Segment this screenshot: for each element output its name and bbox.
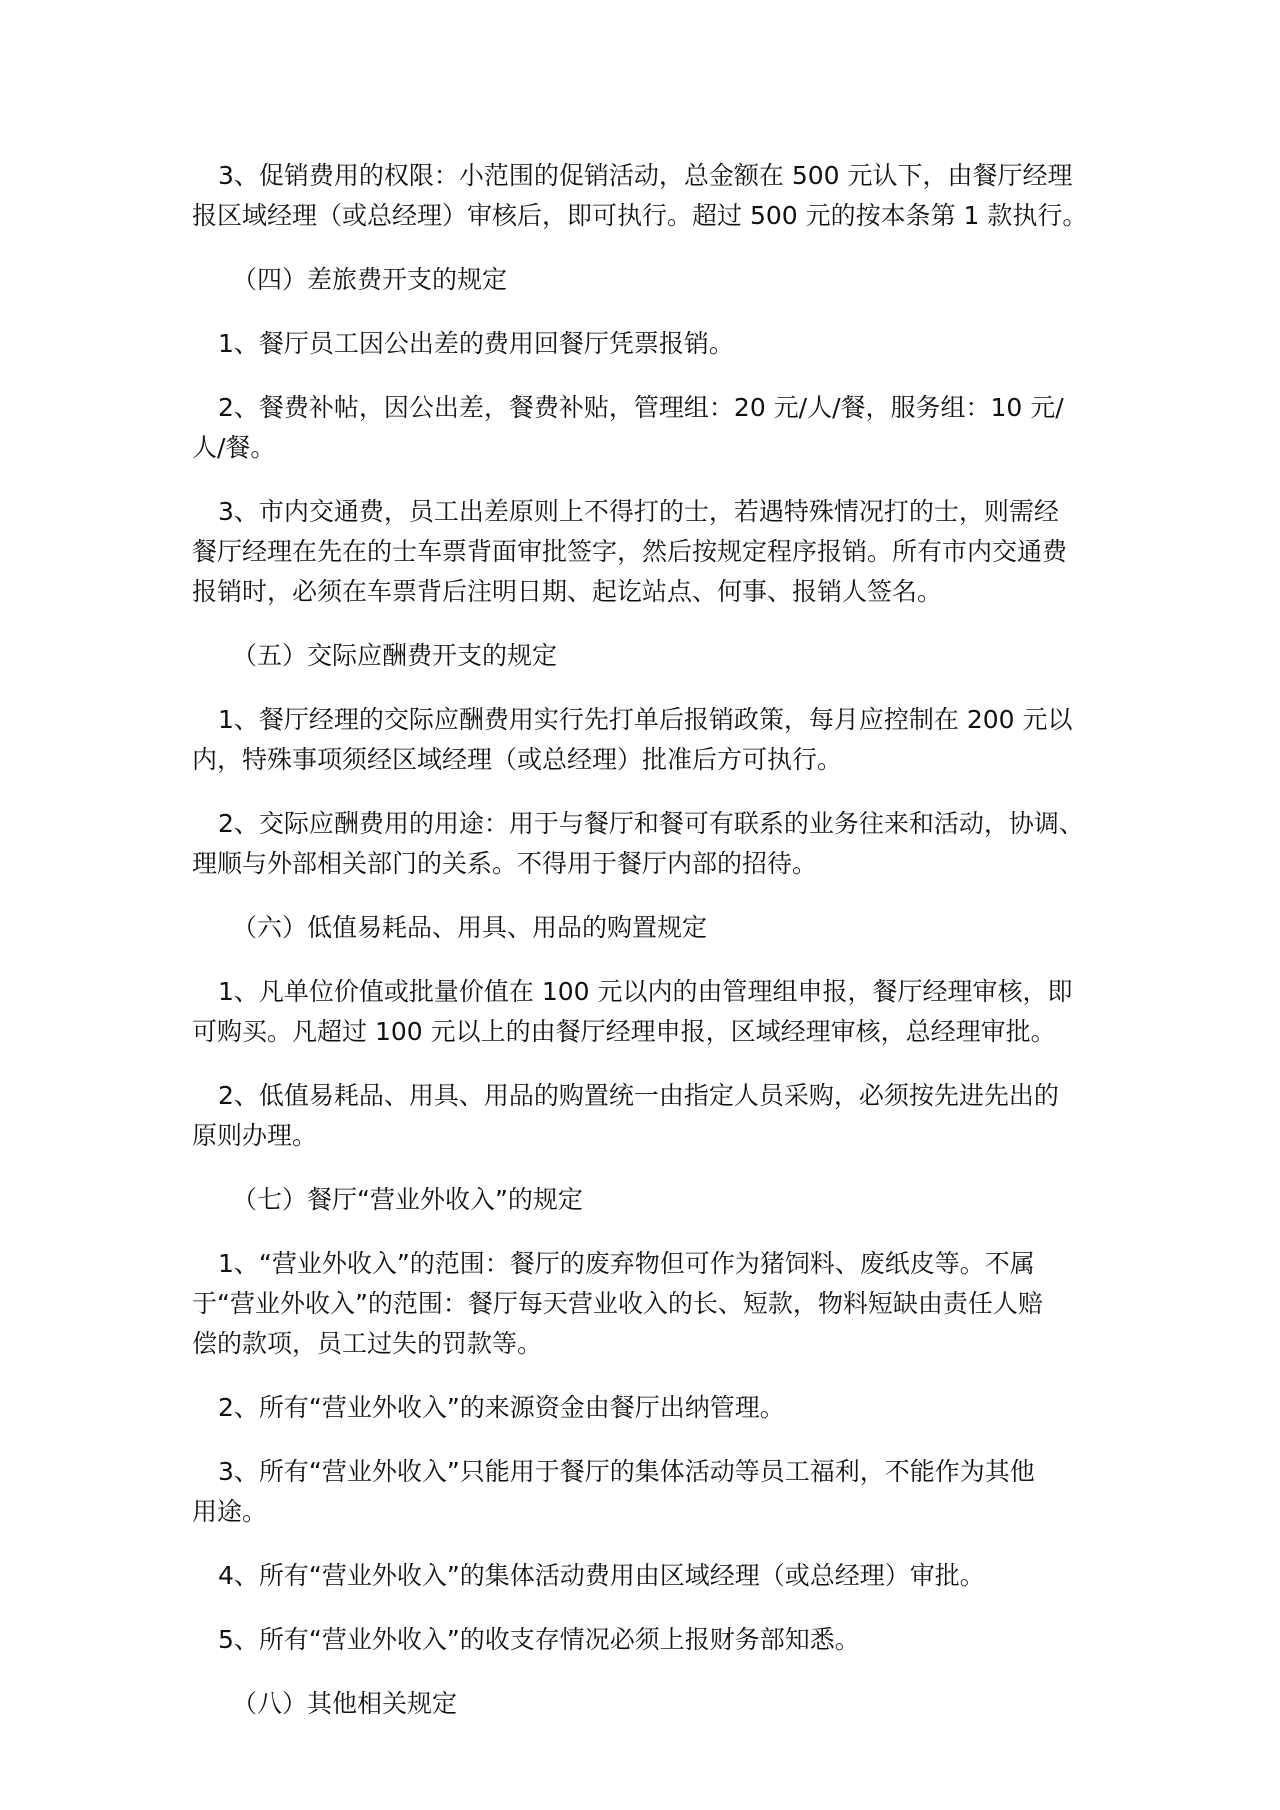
paragraph	[192, 388, 1097, 468]
text-line: 2、所有“营业外收入”的来源资金由餐厅出纳管理。	[218, 1393, 785, 1422]
text-line: 餐厅经理在先在的士车票背面审批签字，然后按规定程序报销。所有市内交通费	[192, 537, 1068, 566]
text-line: 内，特殊事项须经区域经理（或总经理）批准后方可执行。	[192, 745, 843, 774]
text-line: （八）其他相关规定	[232, 1689, 458, 1718]
text-line: （五）交际应酬费开支的规定	[232, 641, 558, 670]
paragraph	[192, 1556, 1097, 1596]
paragraph	[192, 700, 1097, 780]
text-line: 原则办理。	[192, 1121, 318, 1150]
document-body	[192, 156, 1097, 1748]
text-line: 2、交际应酬费用的用途：用于与餐厅和餐可有联系的业务往来和活动，协调、	[218, 809, 1084, 838]
text-line: 4、所有“营业外收入”的集体活动费用由区域经理（或总经理）审批。	[218, 1561, 985, 1590]
section-heading	[192, 636, 1097, 676]
text-line: 理顺与外部相关部门的关系。不得用于餐厅内部的招待。	[192, 849, 818, 878]
text-line: 1、餐厅经理的交际应酬费用实行先打单后报销政策，每月应控制在 200 元以	[218, 705, 1073, 734]
text-line: 5、所有“营业外收入”的收支存情况必须上报财务部知悉。	[218, 1625, 860, 1654]
paragraph	[192, 1076, 1097, 1156]
text-line: 1、凡单位价值或批量价值在 100 元以内的由管理组申报，餐厅经理审核，即	[218, 977, 1073, 1006]
paragraph	[192, 1244, 1097, 1364]
paragraph	[192, 156, 1097, 236]
text-line: 人/餐。	[192, 433, 276, 462]
text-line: （四）差旅费开支的规定	[232, 265, 508, 294]
text-line: 1、“营业外收入”的范围：餐厅的废弃物但可作为猪饲料、废纸皮等。不属	[218, 1249, 1035, 1278]
text-line: 3、促销费用的权限：小范围的促销活动，总金额在 500 元认下，由餐厅经理	[218, 161, 1073, 190]
paragraph	[192, 1388, 1097, 1428]
paragraph	[192, 324, 1097, 364]
text-line: 用途。	[192, 1497, 268, 1526]
text-line: （七）餐厅“营业外收入”的规定	[232, 1185, 583, 1214]
section-heading	[192, 260, 1097, 300]
section-heading	[192, 908, 1097, 948]
text-line: （六）低值易耗品、用具、用品的购置规定	[232, 913, 708, 942]
text-line: 3、所有“营业外收入”只能用于餐厅的集体活动等员工福利，不能作为其他	[218, 1457, 1035, 1486]
text-line: 偿的款项，员工过失的罚款等。	[192, 1329, 543, 1358]
text-line: 1、餐厅员工因公出差的费用回餐厅凭票报销。	[218, 329, 734, 358]
paragraph	[192, 1620, 1097, 1660]
text-line: 于“营业外收入”的范围：餐厅每天营业收入的长、短款，物料短缺由责任人赔	[192, 1289, 1043, 1318]
section-heading	[192, 1684, 1097, 1724]
text-line: 报区域经理（或总经理）审核后，即可执行。超过 500 元的按本条第 1 款执行。	[192, 201, 1088, 230]
section-heading	[192, 1180, 1097, 1220]
paragraph	[192, 1452, 1097, 1532]
text-line: 2、餐费补帖，因公出差，餐费补贴，管理组：20 元/人/餐，服务组：10 元/	[218, 393, 1064, 422]
text-line: 报销时，必须在车票背后注明日期、起讫站点、何事、报销人签名。	[192, 577, 943, 606]
paragraph	[192, 804, 1097, 884]
text-line: 2、低值易耗品、用具、用品的购置统一由指定人员采购，必须按先进先出的	[218, 1081, 1059, 1110]
text-line: 可购买。凡超过 100 元以上的由餐厅经理申报，区域经理审核，总经理审批。	[192, 1017, 1056, 1046]
text-line: 3、市内交通费，员工出差原则上不得打的士，若遇特殊情况打的士，则需经	[218, 497, 1059, 526]
paragraph	[192, 972, 1097, 1052]
paragraph	[192, 492, 1097, 612]
